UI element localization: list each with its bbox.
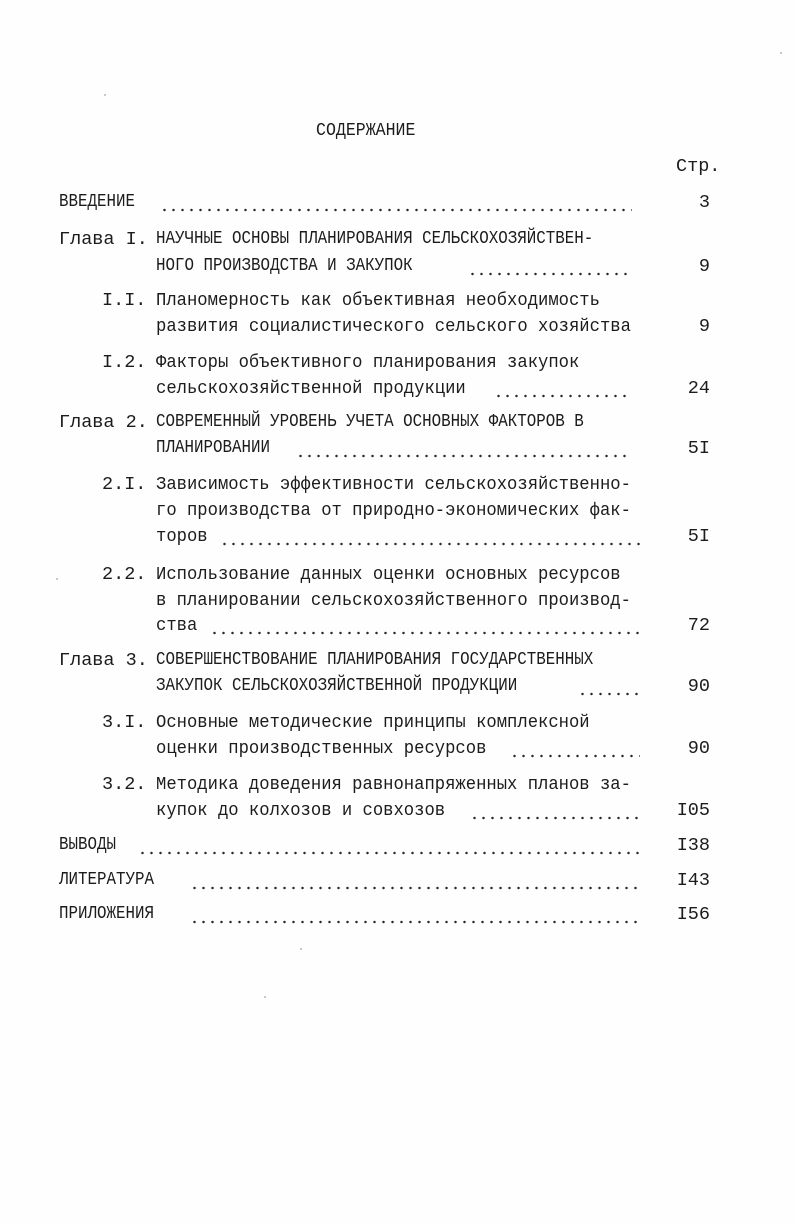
toc-entry-title: развития социалистического сельского хозяйства bbox=[156, 316, 631, 337]
dot-leader bbox=[160, 208, 632, 212]
toc-entry-title: СОВРЕМЕННЫЙ УРОВЕНЬ УЧЕТА ОСНОВНЫХ ФАКТОРОВ В bbox=[156, 412, 584, 432]
toc-page-number: I38 bbox=[676, 835, 710, 856]
dot-leader bbox=[468, 272, 632, 276]
dot-leader bbox=[296, 454, 632, 458]
toc-entry-title: НОГО ПРОИЗВОДСТВА И ЗАКУПОК bbox=[156, 256, 413, 276]
toc-entry-label: 3.I. bbox=[102, 712, 147, 733]
toc-page-number: 9 bbox=[698, 316, 710, 337]
dot-leader bbox=[578, 692, 640, 696]
toc-entry-title: Методика доведения равнонапряженных планов за- bbox=[156, 774, 631, 795]
toc-entry-title: торов bbox=[156, 526, 208, 547]
toc-entry-title: Основные методические принципы комплексной bbox=[156, 712, 590, 733]
page-column-header: Стр. bbox=[676, 156, 721, 177]
toc-entry-label: 2.I. bbox=[102, 474, 147, 495]
dot-leader bbox=[494, 394, 632, 398]
toc-entry-title: СОВЕРШЕНСТВОВАНИЕ ПЛАНИРОВАНИЯ ГОСУДАРСТВЕННЫХ bbox=[156, 650, 594, 670]
toc-entry-title: в планировании сельскохозяйственного производ- bbox=[156, 590, 631, 611]
toc-entry-label: Глава I. bbox=[59, 229, 148, 250]
dot-leader bbox=[210, 631, 640, 635]
scan-speck bbox=[56, 578, 58, 580]
toc-entry-title: ПЛАНИРОВАНИИ bbox=[156, 438, 271, 458]
toc-page-number: I05 bbox=[676, 800, 710, 821]
toc-page-number: 9 bbox=[698, 256, 710, 277]
toc-page-number: 90 bbox=[687, 676, 710, 697]
toc-entry-title: ЛИТЕРАТУРА bbox=[59, 870, 155, 890]
toc-page-number: 72 bbox=[687, 615, 710, 636]
toc-page-number: I56 bbox=[676, 904, 710, 925]
dot-leader bbox=[470, 816, 640, 820]
toc-entry-label: Глава 2. bbox=[59, 412, 148, 433]
toc-entry-title: Планомерность как объективная необходимость bbox=[156, 290, 600, 311]
toc-page-number: 24 bbox=[687, 378, 710, 399]
toc-entry-label: I.2. bbox=[102, 352, 147, 373]
scan-speck bbox=[780, 52, 782, 54]
scan-speck bbox=[104, 94, 106, 96]
toc-entry-label: 3.2. bbox=[102, 774, 147, 795]
toc-entry-title: НАУЧНЫЕ ОСНОВЫ ПЛАНИРОВАНИЯ СЕЛЬСКОХОЗЯЙСТВЕН- bbox=[156, 229, 594, 249]
scan-speck bbox=[300, 948, 302, 950]
toc-entry-title: ЗАКУПОК СЕЛЬСКОХОЗЯЙСТВЕННОЙ ПРОДУКЦИИ bbox=[156, 676, 518, 696]
toc-entry-title: го производства от природно-экономических фак- bbox=[156, 500, 631, 521]
dot-leader bbox=[138, 851, 640, 855]
dot-leader bbox=[220, 542, 640, 546]
toc-page-number: 5I bbox=[687, 526, 710, 547]
toc-entry-title: Зависимость эффективности сельскохозяйственно- bbox=[156, 474, 631, 495]
toc-page-number: I43 bbox=[676, 870, 710, 891]
toc-entry-title: ВЫВОДЫ bbox=[59, 835, 117, 855]
toc-entry-title: ВВЕДЕНИЕ bbox=[59, 192, 136, 212]
page-title: СОДЕРЖАНИЕ bbox=[316, 121, 416, 141]
toc-entry-title: сельскохозяйственной продукции bbox=[156, 378, 466, 399]
toc-entry-title: оценки производственных ресурсов bbox=[156, 738, 487, 759]
scan-speck bbox=[264, 996, 266, 998]
toc-entry-title: ства bbox=[156, 615, 198, 636]
toc-entry-title: Использование данных оценки основных ресурсов bbox=[156, 564, 621, 585]
toc-entry-label: Глава 3. bbox=[59, 650, 148, 671]
dot-leader bbox=[190, 886, 640, 890]
toc-entry-label: I.I. bbox=[102, 290, 147, 311]
dot-leader bbox=[510, 754, 640, 758]
toc-entry-title: купок до колхозов и совхозов bbox=[156, 800, 446, 821]
toc-entry-title: ПРИЛОЖЕНИЯ bbox=[59, 904, 155, 924]
toc-page-number: 5I bbox=[687, 438, 710, 459]
toc-entry-title: Факторы объективного планирования закупок bbox=[156, 352, 580, 373]
dot-leader bbox=[190, 920, 640, 924]
toc-page-number: 3 bbox=[698, 192, 710, 213]
toc-page-number: 90 bbox=[687, 738, 710, 759]
toc-entry-label: 2.2. bbox=[102, 564, 147, 585]
